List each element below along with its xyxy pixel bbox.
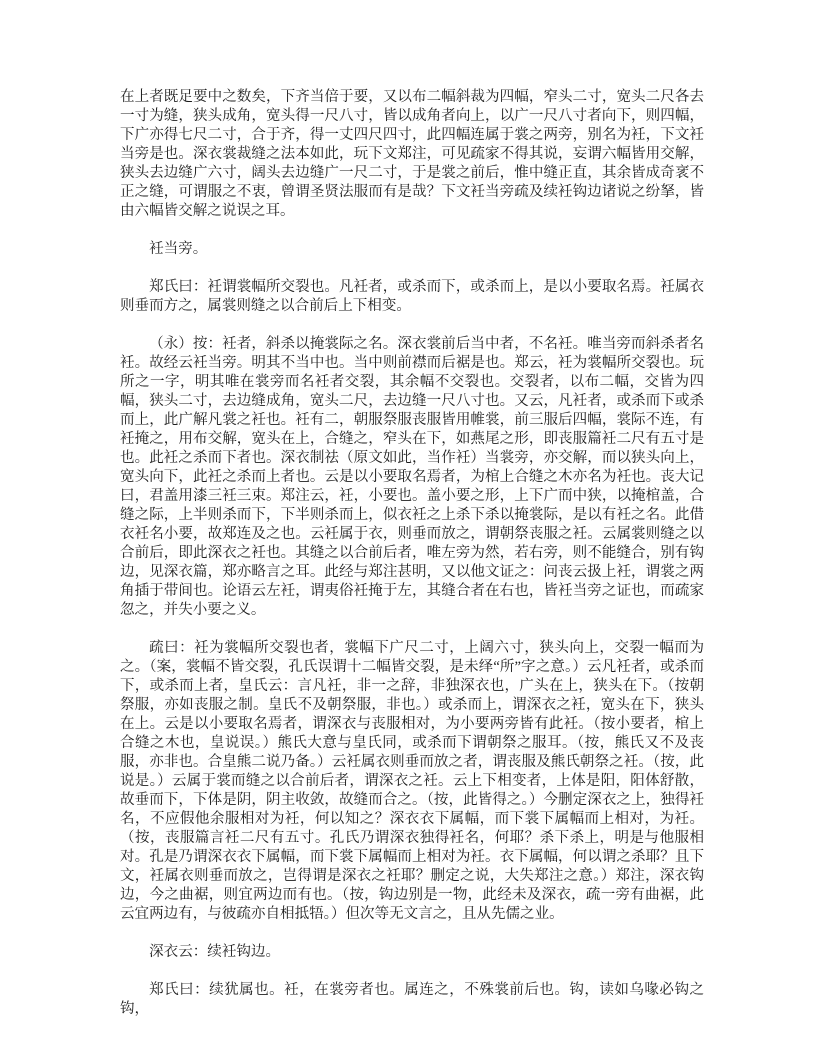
paragraph-shu-commentary: 疏曰：衽为裳幅所交裂也者，裳幅下广尺二寸，上阔六寸，狭头向上，交裂一幅而为之。（案，裳幅不皆交裂，孔氏误谓十二幅皆交裂，是未绎“所”字之意。）云凡衽者，或杀而下，或杀而上者，皇氏云：言凡衽，非一之辞，非独深衣也，广头在上，狭头在下。（按朝祭服，亦如丧服之制。皇氏不及朝祭服，非也。）或杀而上，谓深衣之衽，宽头在下，狭头在上。云是以小要取名焉者，谓深衣与丧服相对，为小要两旁皆有此衽。（按小要者，棺上合缝之木也，皇说误。）熊氏大意与皇氏同，或杀而下谓朝祭之服耳。（按，熊氏又不及丧服，亦非也。合皇熊二说乃备。）云衽属衣则垂而放之者，谓丧服及熊氏朝祭之衽。（按，此说是。）云属于裳而缝之以合前后者，谓深衣之衽。云上下相变者，上体是阳，阳体舒散，故垂而下，下体是阴，阴主收敛，故缝而合之。（按，此皆得之。）今删定深衣之上，独得衽名，不应假他余服相对为衽，何以知之？深衣衣下属幅，而下裳下属幅而上相对，为衽。（按，丧服篇言衽二尺有五寸。孔氏乃谓深衣独得衽名，何耶？杀下杀上，明是与他服相对。孔是乃谓深衣衣下属幅，而下裳下属幅而上相对为衽。衣下属幅，何以谓之杀耶？且下文，衽属衣则垂而放之，岂得谓是深衣之衽耶？删定之说，大失郑注之意。）郑注，深衣钩边，今之曲裾，则宜两边而有也。（按，钩边别是一物，此经未及深衣，疏一旁有曲裾，此云宜两边有，与彼疏亦自相抵牾。）但次等无文言之，且从先儒之业。 xyxy=(120,640,704,922)
paragraph-yong-an-commentary: （永）按：衽者，斜杀以掩裳际之名。深衣裳前后当中者，不名衽。唯当旁而斜杀者名衽。故经云衽当旁。明其不当中也。当中则前襟而后裾是也。郑云，衽为裳幅所交裂也。玩所之一字，明其唯在裳旁而名衽者交裂，其余幅不交裂也。交裂者，以布二幅，交皆为四幅，狭头二寸，去边缝成角，宽头二尺，去边缝一尺八寸也。又云，凡衽者，或杀而下或杀而上，此广解凡裳之衽也。衽有二，朝服祭服丧服皆用帷裳，前三服后四幅，裳际不连，有衽掩之，用布交解，宽头在上，合缝之，窄头在下，如燕尾之形，即丧服篇衽二尺有五寸是也。此衽之杀而下者也。深衣制祛（原文如此，当作衽）当裳旁，亦交解，而以狭头向上，宽头向下，此衽之杀而上者也。云是以小要取名焉者，为棺上合缝之木亦名为衽也。丧大记曰，君盖用漆三衽三束。郑注云，衽，小要也。盖小要之形，上下广而中狭，以掩棺盖，合缝之际，上半则杀而下，下半则杀而上，似衣衽之上杀下杀以掩裳际，是以有衽之名。此借衣衽名小要，故郑连及之也。云衽属于衣，则垂而放之，谓朝祭丧服之衽。云属裳则缝之以合前后，即此深衣之衽也。其缝之以合前后者，唯左旁为然，若右旁，则不能缝合，别有钩边，见深衣篇，郑亦略言之耳。此经与郑注甚明，又以他文证之：问丧云扱上衽，谓裳之两角插于带间也。论语云左衽，谓夷俗衽掩于左，其缝合者在右也，皆衽当旁之证也，而疏家忽之，并失小要之义。 xyxy=(120,336,704,618)
paragraph-zheng-shi-commentary-2: 郑氏曰：续犹属也。衽，在裳旁者也。属连之，不殊裳前后也。钩，读如乌喙必钩之钩， xyxy=(120,982,704,1017)
paragraph-classic-quote-ren-dang-pang: 衽当旁。 xyxy=(149,241,208,257)
paragraph-zheng-shi-commentary: 郑氏曰：衽谓裳幅所交裂也。凡衽者，或杀而下，或杀而上，是以小要取名焉。衽属衣则垂而方之，属裳则缝之以合前后上下相变。 xyxy=(120,279,704,314)
text-block xyxy=(120,88,704,1019)
paragraph-shenyi-quote-xu-ren-gou-bian: 深衣云：续衽钩边。 xyxy=(149,944,281,960)
paragraph-continuation-shang-cutting-method: 在上者既足要中之数矣，下齐当倍于要，又以布二幅斜裁为四幅，窄头二寸，宽头二尺各去一寸为缝，狭头成角，宽头得一尺八寸，皆以成角者向上，以广一尺八寸者向下，则四幅，下广亦得七尺二寸，合于齐，得一丈四尺四寸，此四幅连属于裳之两旁，别名为衽，下文衽当旁是也。深衣裳裁缝之法本如此，玩下文郑注，可见疏家不得其说，妄谓六幅皆用交解，狭头去边缝广六寸，阔头去边缝广一尺二寸，于是裳之前后，惟中缝正直，其余皆成奇衺不正之缝，可谓服之不衷，曾谓圣贤法服而有是哉？下文衽当旁疏及续衽钩边诸说之纷拏，皆由六幅皆交解之说误之耳。 xyxy=(120,89,704,219)
